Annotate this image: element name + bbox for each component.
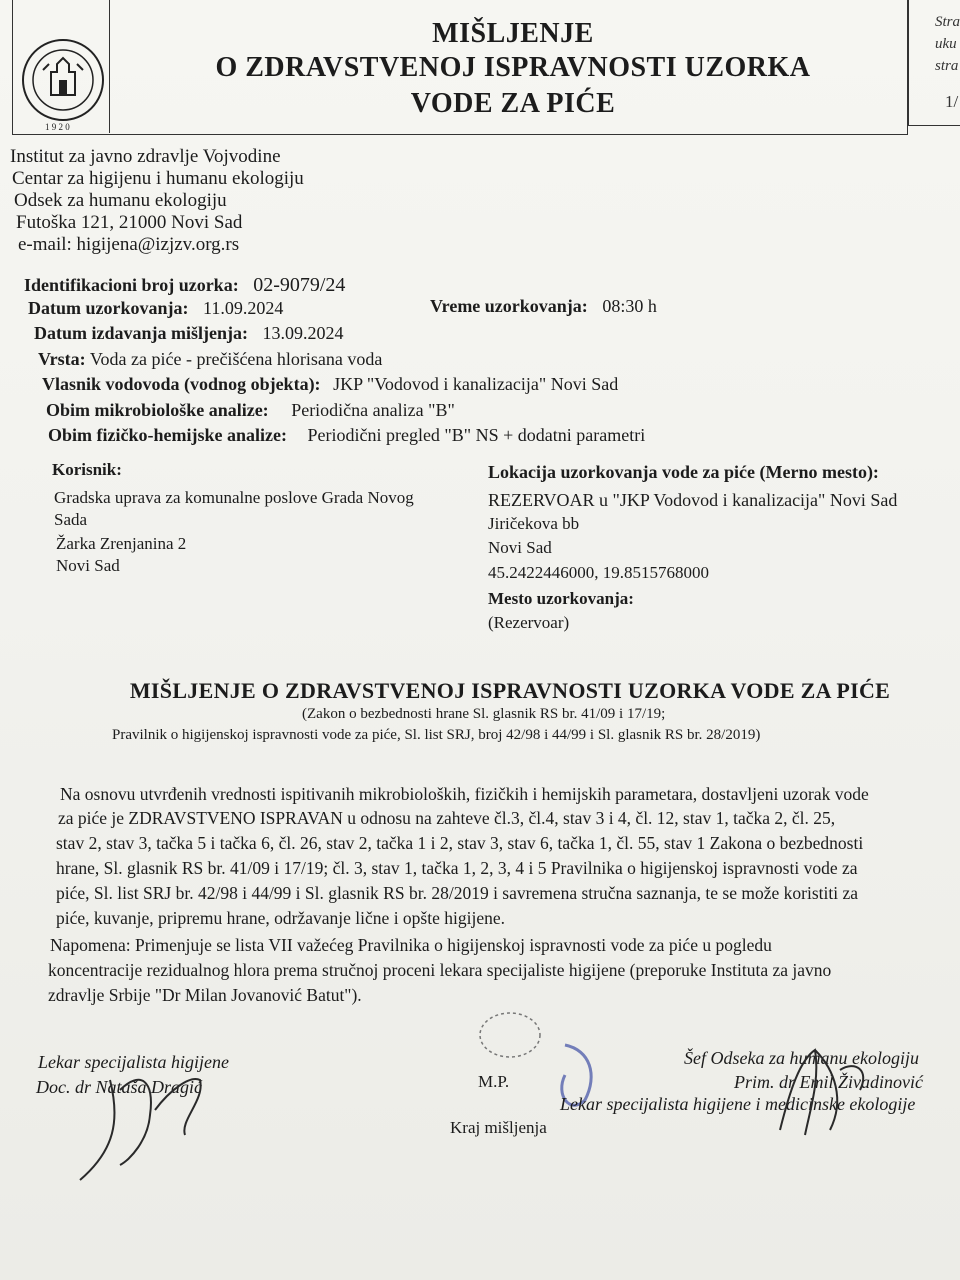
sampling-date-value: 11.09.2024 — [203, 298, 284, 318]
left-signatory-name: Doc. dr Nataša Dragić — [36, 1077, 202, 1097]
sample-id-row — [24, 274, 345, 297]
issue-date-label: Datum izdavanja mišljenja: — [34, 323, 248, 343]
owner-row — [42, 374, 618, 395]
owner-label: Vlasnik vodovoda (vodnog objekta): — [42, 374, 321, 394]
user-line-4: Novi Sad — [56, 556, 120, 575]
institute-email: e-mail: higijena@izjzv.org.rs — [18, 234, 240, 255]
institute-name: Institut za javno zdravlje Vojvodine — [10, 146, 281, 167]
end-of-opinion: Kraj mišljenja — [450, 1118, 547, 1137]
page-info-line-2: uku — [935, 36, 957, 52]
location-coordinates: 45.2422446000, 19.8515768000 — [488, 563, 709, 582]
title-line-1: MIŠLJENJE — [432, 18, 594, 49]
user-line-2: Sada — [54, 510, 88, 529]
right-signatory-name: Prim. dr Emil Živadinović — [734, 1072, 923, 1092]
user-label: Korisnik: — [52, 460, 122, 479]
location-line-1: REZERVOAR u "JKP Vodovod i kanalizacija" Novi Sad — [488, 490, 898, 510]
law-reference-line-1: (Zakon o bezbednosti hrane Sl. glasnik RS br. 41/09 i 17/19; — [302, 706, 666, 722]
title-line-2: O ZDRAVSTVENOJ ISPRAVNOSTI UZORKA — [215, 52, 811, 83]
header-box — [12, 0, 908, 135]
logo-cell — [13, 0, 110, 133]
user-line-3: Žarka Zrenjanina 2 — [56, 534, 187, 553]
opinion-body-line-6: piće, kuvanje, pripremu hrane, održavanje lične i opšte higijene. — [56, 908, 505, 928]
sampling-time-label: Vreme uzorkovanja: — [430, 296, 588, 316]
left-handwritten-signature — [60, 1040, 260, 1190]
svg-text:1 9 2 0: 1 9 2 0 — [45, 122, 70, 132]
left-signatory-title: Lekar specijalista higijene — [38, 1052, 229, 1072]
note-line-1: Napomena: Primenjuje se lista VII važećeg Pravilnika o higijenskoj ispravnosti vode za piće u pogledu — [50, 935, 772, 955]
sampling-date-row — [28, 298, 283, 319]
water-type-row — [38, 349, 382, 370]
title-line-3: VODE ZA PIĆE — [410, 88, 616, 119]
chem-analysis-value: Periodični pregled "B" NS + dodatni parametri — [307, 425, 646, 445]
sampling-date-label: Datum uzorkovanja: — [28, 298, 189, 318]
location-line-3: Novi Sad — [488, 538, 552, 557]
note-line-2: koncentracije rezidualnog hlora prema stručnoj proceni lekara specijaliste higijene (preporuke Instituta za javno — [48, 960, 832, 980]
page-number: 1/ — [945, 92, 959, 111]
opinion-body-line-1: Na osnovu utvrđenih vrednosti ispitivanih mikrobioloških, fizičkih i hemijskih parametara, dostavljeni uzorak vode — [60, 784, 869, 804]
note-line-3: zdravlje Srbije "Dr Milan Jovanović Batut"). — [48, 985, 362, 1005]
issue-date-value: 13.09.2024 — [262, 323, 344, 343]
issue-date-row — [34, 323, 344, 344]
law-reference-line-2: Pravilnik o higijenskoj ispravnosti vode za piće, Sl. list SRJ, broj 42/98 i 44/99 i Sl. glasnik RS br. 28/2019) — [112, 727, 761, 743]
water-type-label: Vrsta: — [38, 349, 86, 369]
chem-analysis-row — [48, 425, 645, 446]
institute-department: Odsek za humanu ekologiju — [14, 190, 227, 211]
sampling-place-label: Mesto uzorkovanja: — [488, 589, 634, 608]
user-line-1: Gradska uprava za komunalne poslove Grada Novog — [54, 488, 414, 507]
sample-id-value: 02-9079/24 — [253, 274, 346, 296]
sampling-time-row — [430, 296, 657, 317]
opinion-body-line-2: za piće je ZDRAVSTVENO ISPRAVAN u odnosu na zahteve čl.3, čl.4, stav 3 i 4, čl. 12, stav 1, tačka 2, čl. 25, — [58, 808, 836, 828]
sampling-time-value: 08:30 h — [602, 296, 657, 316]
water-type-value: Voda za piće - prečišćena hlorisana voda — [89, 349, 383, 369]
opinion-body-line-3: stav 2, stav 3, tačka 5 i tačka 6, čl. 26, stav 2, tačka 1 i 2, stav 3, stav 6, tačka 1, čl. 55, stav 1 Zakona o bezbednosti — [56, 833, 864, 853]
sampling-place-value: (Rezervoar) — [488, 613, 570, 632]
institute-seal-icon — [13, 0, 109, 133]
micro-analysis-value: Periodična analiza "B" — [291, 400, 455, 420]
chem-analysis-label: Obim fizičko-hemijske analize: — [48, 425, 287, 445]
owner-value: JKP "Vodovod i kanalizacija" Novi Sad — [333, 374, 619, 394]
right-signatory-title: Šef Odseka za humanu ekologiju — [684, 1048, 919, 1068]
micro-analysis-label: Obim mikrobiološke analize: — [46, 400, 269, 420]
opinion-body-line-5: piće, Sl. list SRJ br. 42/98 i 44/99 i Sl. glasnik RS br. 28/2019 i savremena stručna saznanja, te se može koristiti za — [56, 883, 858, 903]
institute-center: Centar za higijenu i humanu ekologiju — [12, 168, 304, 189]
page-info-line-1: Stra — [935, 14, 960, 30]
right-handwritten-signature — [760, 1030, 900, 1140]
page-info-line-3: stra — [935, 58, 959, 74]
right-signatory-specialty: Lekar specijalista higijene i medicinske ekologije — [560, 1094, 916, 1114]
page-info-box — [908, 0, 960, 126]
opinion-body-line-4: hrane, Sl. glasnik RS br. 41/09 i 17/19; čl. 3, stav 1, tačka 1, 2, 3, 4 i 5 Pravilnika o higijenskoj ispravnosti vode za — [56, 858, 858, 878]
micro-analysis-row — [46, 400, 455, 421]
institute-address: Futoška 121, 21000 Novi Sad — [16, 212, 243, 233]
location-label: Lokacija uzorkovanja vode za piće (Merno mesto): — [488, 462, 879, 482]
stamp-placeholder-mp: M.P. — [478, 1072, 510, 1091]
opinion-title: MIŠLJENJE O ZDRAVSTVENOJ ISPRAVNOSTI UZORKA VODE ZA PIĆE — [129, 678, 891, 703]
location-line-2: Jiričekova bb — [488, 514, 580, 533]
sample-id-label: Identifikacioni broj uzorka: — [24, 275, 239, 295]
